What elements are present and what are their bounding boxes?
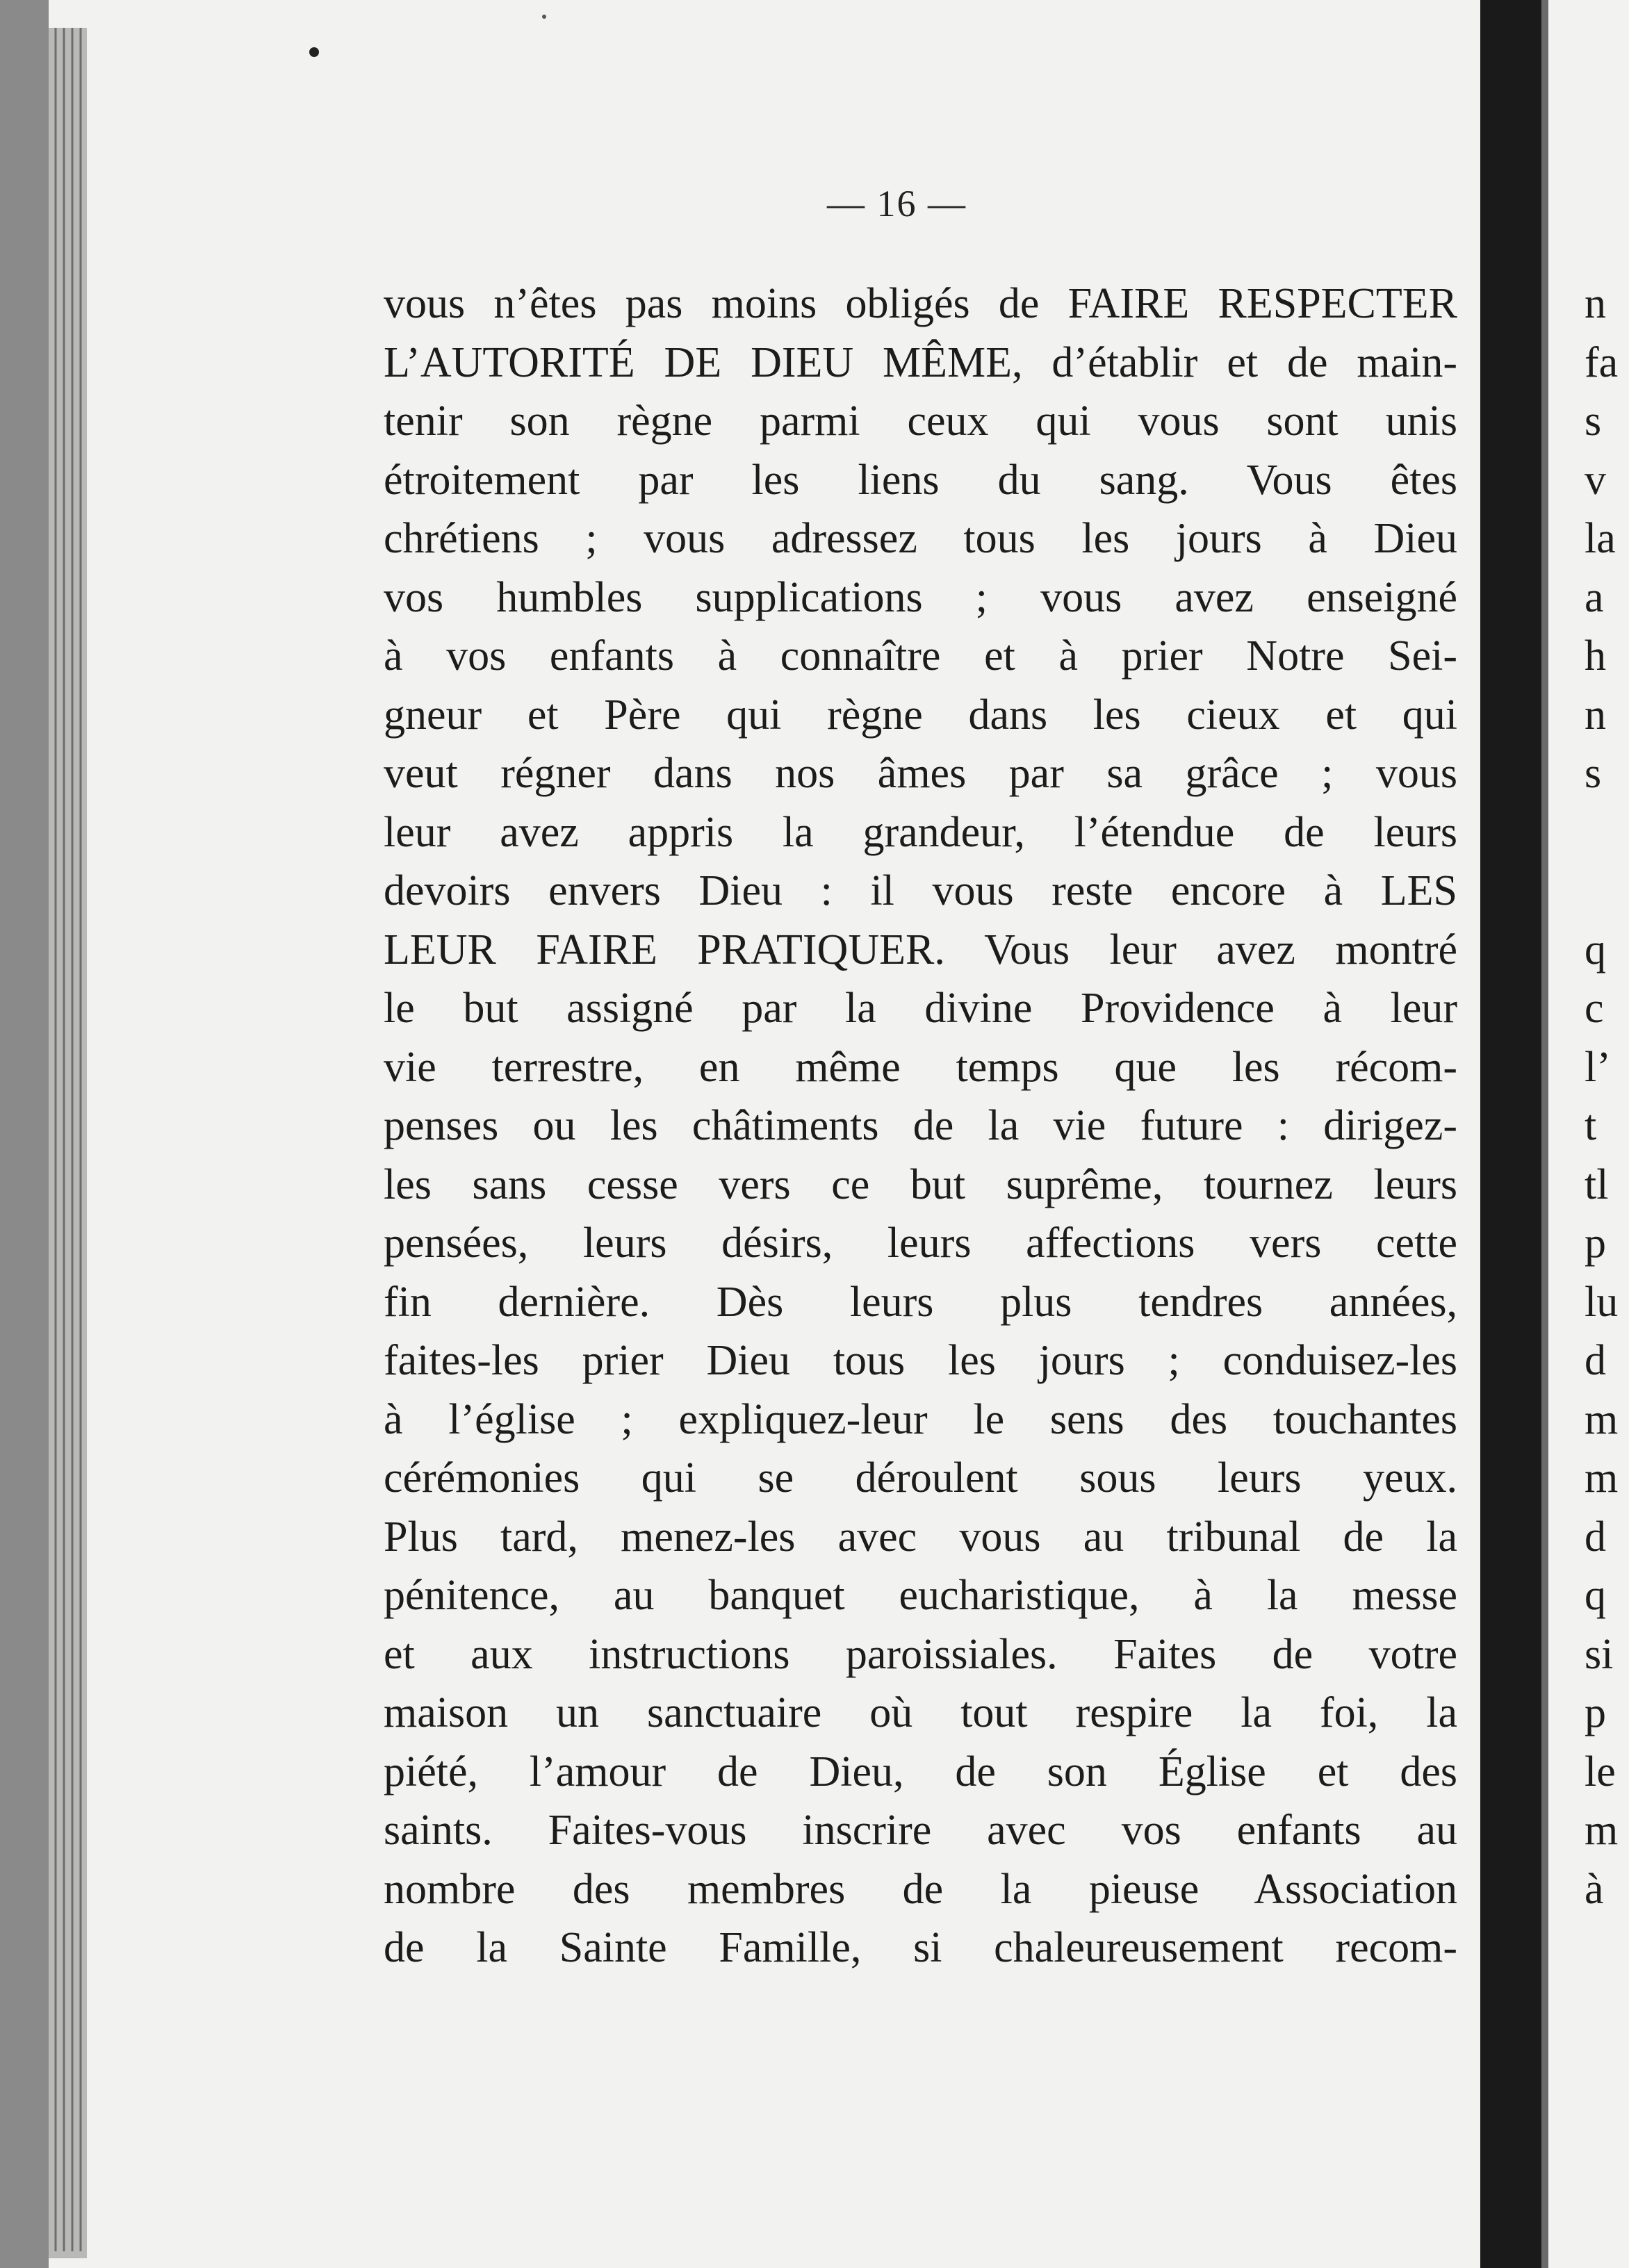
page-gutter-right [1480,0,1546,2268]
text-line: L’AUTORITÉ DE DIEU MÊME, d’établir et de main- [384,338,1457,386]
text-line: vos humbles supplications ; vous avez enseigné [384,573,1457,621]
next-page-fragment: n [1585,691,1606,739]
text-line: nombre des membres de la pieuse Association [384,1865,1457,1913]
next-page-fragment: à [1585,1865,1604,1913]
next-page-fragment: n [1585,280,1606,327]
text-line: vous n’êtes pas moins obligés de FAIRE RESPECTER [384,280,1457,327]
text-line: LEUR FAIRE PRATIQUER. Vous leur avez montré [384,926,1457,973]
next-page-fragment: lu [1585,1278,1619,1326]
speck [309,47,319,57]
next-page-fragment [1585,803,1629,862]
next-page-fragment: s [1585,750,1602,797]
next-page-fragment: la [1585,515,1616,562]
next-page-fragment: fa [1585,338,1619,386]
text-line: le but assigné par la divine Providence à leur [384,985,1457,1032]
text-line: cérémonies qui se déroulent sous leurs yeux. [384,1454,1457,1502]
text-line: pensées, leurs désirs, leurs affections vers cette [384,1219,1457,1267]
next-page-fragment: m [1585,1807,1619,1854]
next-page-fragment: si [1585,1630,1614,1678]
text-line: de la Sainte Famille, si chaleureusement recom- [384,1924,1457,1971]
next-page-fragments [1585,274,1629,1918]
next-page-fragment: m [1585,1454,1619,1502]
next-page-fragment: m [1585,1395,1619,1443]
next-page-fragment: le [1585,1748,1616,1796]
next-page-fragment: p [1585,1219,1606,1267]
text-line: à vos enfants à connaître et à prier Notre Sei- [384,632,1457,680]
next-page-fragment: l’ [1585,1043,1611,1091]
body-text [384,274,1457,1978]
text-line: gneur et Père qui règne dans les cieux et qui [384,691,1457,739]
next-page-fragment: q [1585,926,1606,973]
text-line: maison un sanctuaire où tout respire la foi, la [384,1689,1457,1736]
text-line: chrétiens ; vous adressez tous les jours à Dieu [384,515,1457,562]
next-page-fragment [1585,862,1629,921]
next-page-fragment: s [1585,397,1602,445]
text-line: pénitence, au banquet eucharistique, à la messe [384,1572,1457,1619]
text-line: saints. Faites-vous inscrire avec vos enfants au [384,1807,1457,1854]
left-margin-shadow [0,0,49,2268]
text-line: piété, l’amour de Dieu, de son Église et des [384,1748,1457,1796]
next-page-fragment: d [1585,1337,1606,1384]
text-line: devoirs envers Dieu : il vous reste encore à LES [384,867,1457,914]
text-line: penses ou les châtiments de la vie future : dirigez- [384,1102,1457,1149]
text-line: tenir son règne parmi ceux qui vous sont unis [384,397,1457,445]
text-line: les sans cesse vers ce but suprême, tournez leurs [384,1160,1457,1208]
next-page-fragment: d [1585,1513,1606,1561]
next-page-fragment: v [1585,456,1606,504]
text-line: et aux instructions paroissiales. Faites de votre [384,1630,1457,1678]
text-line: vie terrestre, en même temps que les récom- [384,1043,1457,1091]
next-page-fragment: c [1585,985,1604,1032]
text-line: Plus tard, menez-les avec vous au tribunal de la [384,1513,1457,1561]
next-page-fragment: a [1585,573,1604,621]
gutter-inner-edge [1541,0,1548,2268]
next-page-fragment: tl [1585,1160,1609,1208]
next-page-fragment: p [1585,1689,1606,1736]
text-line: veut régner dans nos âmes par sa grâce ; vous [384,750,1457,797]
next-page-fragment: h [1585,632,1606,680]
page-number: — 16 — [827,183,967,224]
next-page-fragment: q [1585,1572,1606,1619]
text-line: fin dernière. Dès leurs plus tendres années, [384,1278,1457,1326]
next-page-fragment: t [1585,1102,1597,1149]
text-line: étroitement par les liens du sang. Vous êtes [384,456,1457,504]
speck-2 [542,15,546,19]
text-line: leur avez appris la grandeur, l’étendue de leurs [384,808,1457,856]
text-line: faites-les prier Dieu tous les jours ; conduisez-les [384,1337,1457,1384]
text-line: à l’église ; expliquez-leur le sens des touchantes [384,1395,1457,1443]
